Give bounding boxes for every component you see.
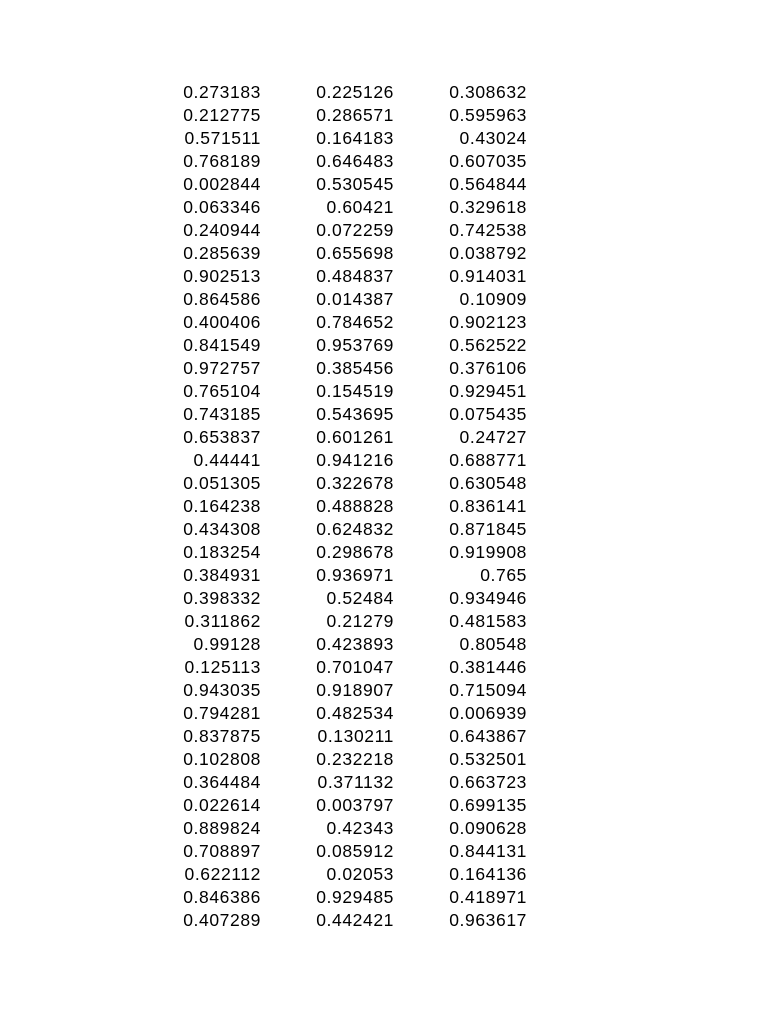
table-cell-col-2: 0.60421 (326, 197, 394, 217)
table-cell-col-2: 0.701047 (316, 657, 394, 677)
table-cell-col-2: 0.130211 (317, 726, 394, 746)
table-row (0, 794, 527, 817)
table-cell-col-3: 0.963617 (449, 910, 527, 930)
table-cell-col-3: 0.595963 (449, 105, 527, 125)
table-cell-col-1: 0.99128 (193, 634, 261, 654)
table-cell-col-3: 0.663723 (449, 772, 527, 792)
table-cell-col-3: 0.564844 (449, 174, 527, 194)
table-row (0, 610, 527, 633)
table-cell-col-3: 0.532501 (449, 749, 527, 769)
table-cell-col-1: 0.972757 (183, 358, 261, 378)
table-row (0, 886, 527, 909)
table-cell-col-2: 0.936971 (316, 565, 394, 585)
table-row (0, 518, 527, 541)
table-cell-col-3: 0.376106 (449, 358, 527, 378)
table-cell-col-1: 0.708897 (183, 841, 261, 861)
table-cell-col-2: 0.232218 (316, 749, 394, 769)
table-cell-col-2: 0.784652 (316, 312, 394, 332)
table-row (0, 426, 527, 449)
table-cell-col-2: 0.322678 (316, 473, 394, 493)
table-cell-col-3: 0.871845 (449, 519, 527, 539)
table-row (0, 150, 527, 173)
table-cell-col-2: 0.484837 (316, 266, 394, 286)
table-cell-col-3: 0.10909 (459, 289, 527, 309)
table-row (0, 656, 527, 679)
table-cell-col-1: 0.743185 (183, 404, 261, 424)
table-cell-col-3: 0.43024 (459, 128, 527, 148)
table-cell-col-3: 0.607035 (449, 151, 527, 171)
table-cell-col-3: 0.381446 (449, 657, 527, 677)
table-cell-col-2: 0.003797 (316, 795, 394, 815)
table-cell-col-1: 0.864586 (183, 289, 261, 309)
table-cell-col-1: 0.400406 (183, 312, 261, 332)
table-cell-col-3: 0.164136 (449, 864, 527, 884)
table-row (0, 748, 527, 771)
table-cell-col-2: 0.02053 (326, 864, 394, 884)
table-cell-col-3: 0.836141 (449, 496, 527, 516)
table-cell-col-2: 0.42343 (326, 818, 394, 838)
table-cell-col-1: 0.653837 (183, 427, 261, 447)
table-body (0, 81, 527, 932)
table-cell-col-3: 0.688771 (449, 450, 527, 470)
table-row (0, 472, 527, 495)
table-row (0, 725, 527, 748)
table-cell-col-1: 0.846386 (183, 887, 261, 907)
table-cell-col-2: 0.482534 (316, 703, 394, 723)
table-cell-col-1: 0.164238 (183, 496, 261, 516)
table-cell-col-2: 0.929485 (316, 887, 394, 907)
table-cell-col-1: 0.768189 (183, 151, 261, 171)
table-cell-col-2: 0.646483 (316, 151, 394, 171)
table-cell-col-3: 0.24727 (459, 427, 527, 447)
table-row (0, 380, 527, 403)
table-row (0, 104, 527, 127)
table-row (0, 909, 527, 932)
table-row (0, 357, 527, 380)
table-row (0, 219, 527, 242)
table-cell-col-1: 0.022614 (183, 795, 261, 815)
table-cell-col-3: 0.038792 (449, 243, 527, 263)
table-cell-col-2: 0.298678 (316, 542, 394, 562)
table-cell-col-3: 0.562522 (449, 335, 527, 355)
table-cell-col-3: 0.914031 (449, 266, 527, 286)
table-cell-col-2: 0.225126 (316, 82, 394, 102)
table-cell-col-3: 0.80548 (459, 634, 527, 654)
table-row (0, 265, 527, 288)
table-cell-col-1: 0.407289 (183, 910, 261, 930)
table-cell-col-1: 0.622112 (184, 864, 261, 884)
table-cell-col-3: 0.929451 (449, 381, 527, 401)
table-row (0, 633, 527, 656)
table-row (0, 564, 527, 587)
table-cell-col-1: 0.571511 (184, 128, 261, 148)
table-cell-col-3: 0.919908 (449, 542, 527, 562)
table-cell-col-1: 0.765104 (183, 381, 261, 401)
table-cell-col-2: 0.072259 (316, 220, 394, 240)
table-cell-col-2: 0.385456 (316, 358, 394, 378)
table-row (0, 196, 527, 219)
table-row (0, 81, 527, 104)
table-row (0, 679, 527, 702)
table-cell-col-3: 0.643867 (449, 726, 527, 746)
table-cell-col-2: 0.286571 (316, 105, 394, 125)
table-cell-col-3: 0.765 (480, 565, 527, 585)
table-row (0, 702, 527, 725)
table-row (0, 127, 527, 150)
table-cell-col-3: 0.844131 (449, 841, 527, 861)
table-cell-col-2: 0.21279 (326, 611, 394, 631)
numeric-data-table (0, 81, 527, 932)
table-cell-col-2: 0.014387 (316, 289, 394, 309)
table-cell-col-2: 0.085912 (316, 841, 394, 861)
table-cell-col-3: 0.308632 (449, 82, 527, 102)
table-cell-col-3: 0.090628 (449, 818, 527, 838)
table-cell-col-2: 0.601261 (316, 427, 394, 447)
table-row (0, 817, 527, 840)
table-cell-col-1: 0.837875 (183, 726, 261, 746)
table-cell-col-1: 0.889824 (183, 818, 261, 838)
table-row (0, 863, 527, 886)
table-cell-col-1: 0.794281 (183, 703, 261, 723)
table-row (0, 242, 527, 265)
table-cell-col-3: 0.006939 (449, 703, 527, 723)
table-cell-col-2: 0.371132 (317, 772, 394, 792)
table-cell-col-2: 0.655698 (316, 243, 394, 263)
table-cell-col-1: 0.398332 (183, 588, 261, 608)
table-cell-col-2: 0.941216 (316, 450, 394, 470)
table-cell-col-1: 0.125113 (184, 657, 261, 677)
table-cell-col-2: 0.423893 (316, 634, 394, 654)
table-cell-col-1: 0.311862 (184, 611, 261, 631)
table-cell-col-3: 0.699135 (449, 795, 527, 815)
table-cell-col-2: 0.154519 (316, 381, 394, 401)
table-row (0, 173, 527, 196)
table-row (0, 495, 527, 518)
table-row (0, 288, 527, 311)
table-row (0, 587, 527, 610)
table-row (0, 771, 527, 794)
table-cell-col-3: 0.934946 (449, 588, 527, 608)
table-cell-col-3: 0.902123 (449, 312, 527, 332)
table-cell-col-2: 0.918907 (316, 680, 394, 700)
table-cell-col-1: 0.434308 (183, 519, 261, 539)
table-row (0, 541, 527, 564)
table-cell-col-1: 0.384931 (183, 565, 261, 585)
table-cell-col-1: 0.102808 (183, 749, 261, 769)
table-cell-col-2: 0.488828 (316, 496, 394, 516)
table-cell-col-2: 0.442421 (316, 910, 394, 930)
table-cell-col-2: 0.52484 (326, 588, 394, 608)
table-cell-col-1: 0.183254 (183, 542, 261, 562)
table-cell-col-2: 0.543695 (316, 404, 394, 424)
table-row (0, 403, 527, 426)
table-row (0, 334, 527, 357)
table-cell-col-3: 0.481583 (449, 611, 527, 631)
table-cell-col-2: 0.530545 (316, 174, 394, 194)
table-cell-col-1: 0.273183 (183, 82, 261, 102)
table-cell-col-3: 0.329618 (449, 197, 527, 217)
table-cell-col-1: 0.902513 (183, 266, 261, 286)
table-cell-col-1: 0.051305 (183, 473, 261, 493)
table-cell-col-1: 0.063346 (183, 197, 261, 217)
table-cell-col-3: 0.715094 (449, 680, 527, 700)
table-cell-col-2: 0.953769 (316, 335, 394, 355)
table-cell-col-1: 0.240944 (183, 220, 261, 240)
table-cell-col-2: 0.164183 (316, 128, 394, 148)
table-cell-col-1: 0.285639 (183, 243, 261, 263)
table-cell-col-1: 0.002844 (183, 174, 261, 194)
table-cell-col-1: 0.364484 (183, 772, 261, 792)
table-cell-col-1: 0.841549 (183, 335, 261, 355)
table-cell-col-3: 0.418971 (449, 887, 527, 907)
table-cell-col-2: 0.624832 (316, 519, 394, 539)
table-cell-col-1: 0.44441 (193, 450, 261, 470)
table-row (0, 449, 527, 472)
table-row (0, 311, 527, 334)
table-cell-col-3: 0.075435 (449, 404, 527, 424)
table-cell-col-1: 0.943035 (183, 680, 261, 700)
table-cell-col-1: 0.212775 (183, 105, 261, 125)
table-row (0, 840, 527, 863)
table-cell-col-3: 0.630548 (449, 473, 527, 493)
table-cell-col-3: 0.742538 (449, 220, 527, 240)
